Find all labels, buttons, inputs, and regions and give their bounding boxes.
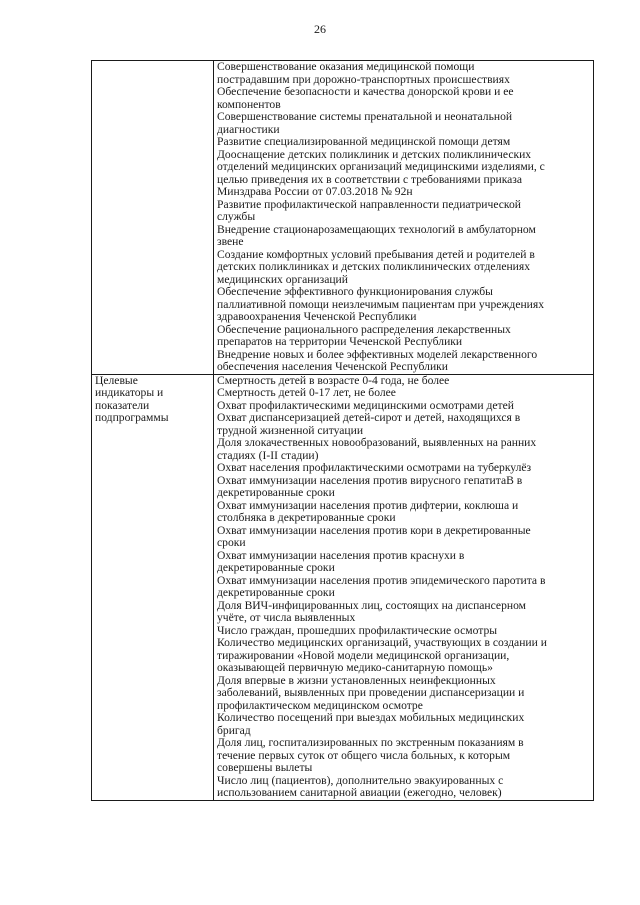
- content-line: Доля ВИЧ-инфицированных лиц, состоящих на диспансерном: [217, 598, 526, 612]
- content-line: течение первых суток от общего числа больных, к которым: [217, 748, 511, 762]
- content-line: трудной жизненной ситуации: [217, 423, 364, 437]
- content-line: Минздрава России от 07.03.2018 № 92н: [217, 185, 413, 198]
- subprogram-table: [91, 60, 594, 801]
- content-line: пострадавшим при дорожно-транспортных происшествиях: [217, 72, 510, 86]
- table-row: [92, 61, 594, 375]
- content-line: отделений медицинских организаций медицинскими изделиями, с: [217, 160, 545, 173]
- row-content-cell: [214, 374, 594, 800]
- content-line: Количество посещений при выездах мобильных медицинских: [217, 711, 525, 724]
- content-line: Создание комфортных условий пребывания детей и родителей в: [217, 247, 535, 261]
- content-line: заболеваний, выявленных при проведении диспансеризации и: [217, 686, 525, 699]
- content-line: профилактическом медицинском осмотре: [217, 698, 423, 712]
- content-line: Смертность детей 0-17 лет, не более: [217, 386, 396, 399]
- label-line: индикаторы и: [95, 386, 164, 399]
- content-line: Охват иммунизации населения против кори в декретированные: [217, 523, 531, 537]
- table-row: [92, 374, 594, 800]
- content-line: медицинских организаций: [217, 272, 348, 286]
- content-line: Охват профилактическими медицинскими осмотрами детей: [217, 398, 514, 412]
- content-line: оказывающей первичную медико-санитарную помощь»: [217, 661, 493, 674]
- content-line: Число граждан, прошедших профилактические осмотры: [217, 623, 498, 637]
- content-line: Внедрение стационарозамещающих технологий в амбулаторном: [217, 222, 536, 236]
- content-line: декретированные сроки: [217, 561, 335, 574]
- content-line: Внедрение новых и более эффективных моделей лекарственного: [217, 347, 538, 361]
- content-line: обеспечения населения Чеченской Республики: [217, 360, 448, 373]
- content-line: службы: [217, 210, 256, 223]
- content-line: Совершенствование оказания медицинской помощи: [217, 60, 475, 73]
- content-line: Число лиц (пациентов), дополнительно эвакуированных с: [217, 773, 504, 787]
- table-body: [92, 61, 594, 801]
- label-line: подпрограммы: [95, 411, 169, 424]
- content-line: целью приведения их в соответствии с требованиями приказа: [217, 172, 523, 186]
- content-line: сроки: [217, 536, 246, 549]
- content-line: Охват населения профилактическими осмотрами на туберкулёз: [217, 461, 532, 474]
- content-line: Развитие профилактической направленности педиатрической: [217, 197, 521, 211]
- content-line: столбняка в декретированные сроки: [217, 511, 396, 524]
- content-line: стадиях (I-II стадии): [217, 448, 319, 462]
- content-line: Охват иммунизации населения против вирусного гепатитаВ в: [217, 473, 523, 487]
- row-label-cell: [92, 374, 214, 800]
- content-line: Обеспечение безопасности и качества донорской крови и ее: [217, 85, 514, 98]
- content-line: Доля лиц, госпитализированных по экстренным показаниям в: [217, 736, 524, 749]
- content-line: Охват иммунизации населения против дифтерии, коклюша и: [217, 498, 519, 512]
- content-line: Развитие специализированной медицинской помощи детям: [217, 135, 511, 148]
- content-line: Охват иммунизации населения против краснухи в: [217, 548, 465, 562]
- content-line: диагностики: [217, 122, 280, 136]
- label-line: Целевые: [95, 373, 138, 387]
- row-content-cell: [214, 61, 594, 375]
- content-line: звене: [217, 235, 244, 248]
- content-line: Охват иммунизации населения против эпидемического паротита в: [217, 573, 546, 587]
- content-line: декретированные сроки: [217, 486, 335, 499]
- content-line: использованием санитарной авиации (ежегодно, человек): [217, 786, 502, 799]
- content-line: Доля злокачественных новообразований, выявленных на ранних: [217, 436, 537, 449]
- content-line: бригад: [217, 723, 251, 737]
- content-line: учёте, от числа выявленных: [217, 611, 356, 624]
- content-line: Обеспечение рационального распределения лекарственных: [217, 322, 511, 336]
- label-line: показатели: [95, 398, 150, 412]
- page-number: 26: [314, 22, 326, 36]
- content-line: Обеспечение эффективного функционирования службы: [217, 285, 493, 298]
- content-line: компонентов: [217, 97, 281, 111]
- content-line: тиражировании «Новой модели медицинской организации,: [217, 648, 510, 662]
- content-line: Смертность детей в возрасте 0-4 года, не более: [217, 373, 450, 387]
- content-line: декретированные сроки: [217, 586, 335, 599]
- content-line: Совершенствование системы пренатальной и неонатальной: [217, 110, 513, 123]
- content-line: совершены вылеты: [217, 761, 313, 774]
- content-line: Доля впервые в жизни установленных неинфекционных: [217, 673, 496, 687]
- content-line: детских поликлиниках и детских поликлинических отделениях: [217, 260, 531, 273]
- content-line: здравоохранения Чеченской Республики: [217, 310, 417, 323]
- content-line: Охват диспансеризацией детей-сирот и детей, находящихся в: [217, 411, 521, 424]
- content-line: паллиативной помощи неизлечимым пациентам при учреждениях: [217, 297, 545, 311]
- content-line: Количество медицинских организаций, участвующих в создании и: [217, 636, 547, 649]
- row-label-cell: [92, 61, 214, 375]
- content-line: препаратов на территории Чеченской Республики: [217, 335, 463, 348]
- content-line: Дооснащение детских поликлиник и детских поликлинических: [217, 147, 532, 161]
